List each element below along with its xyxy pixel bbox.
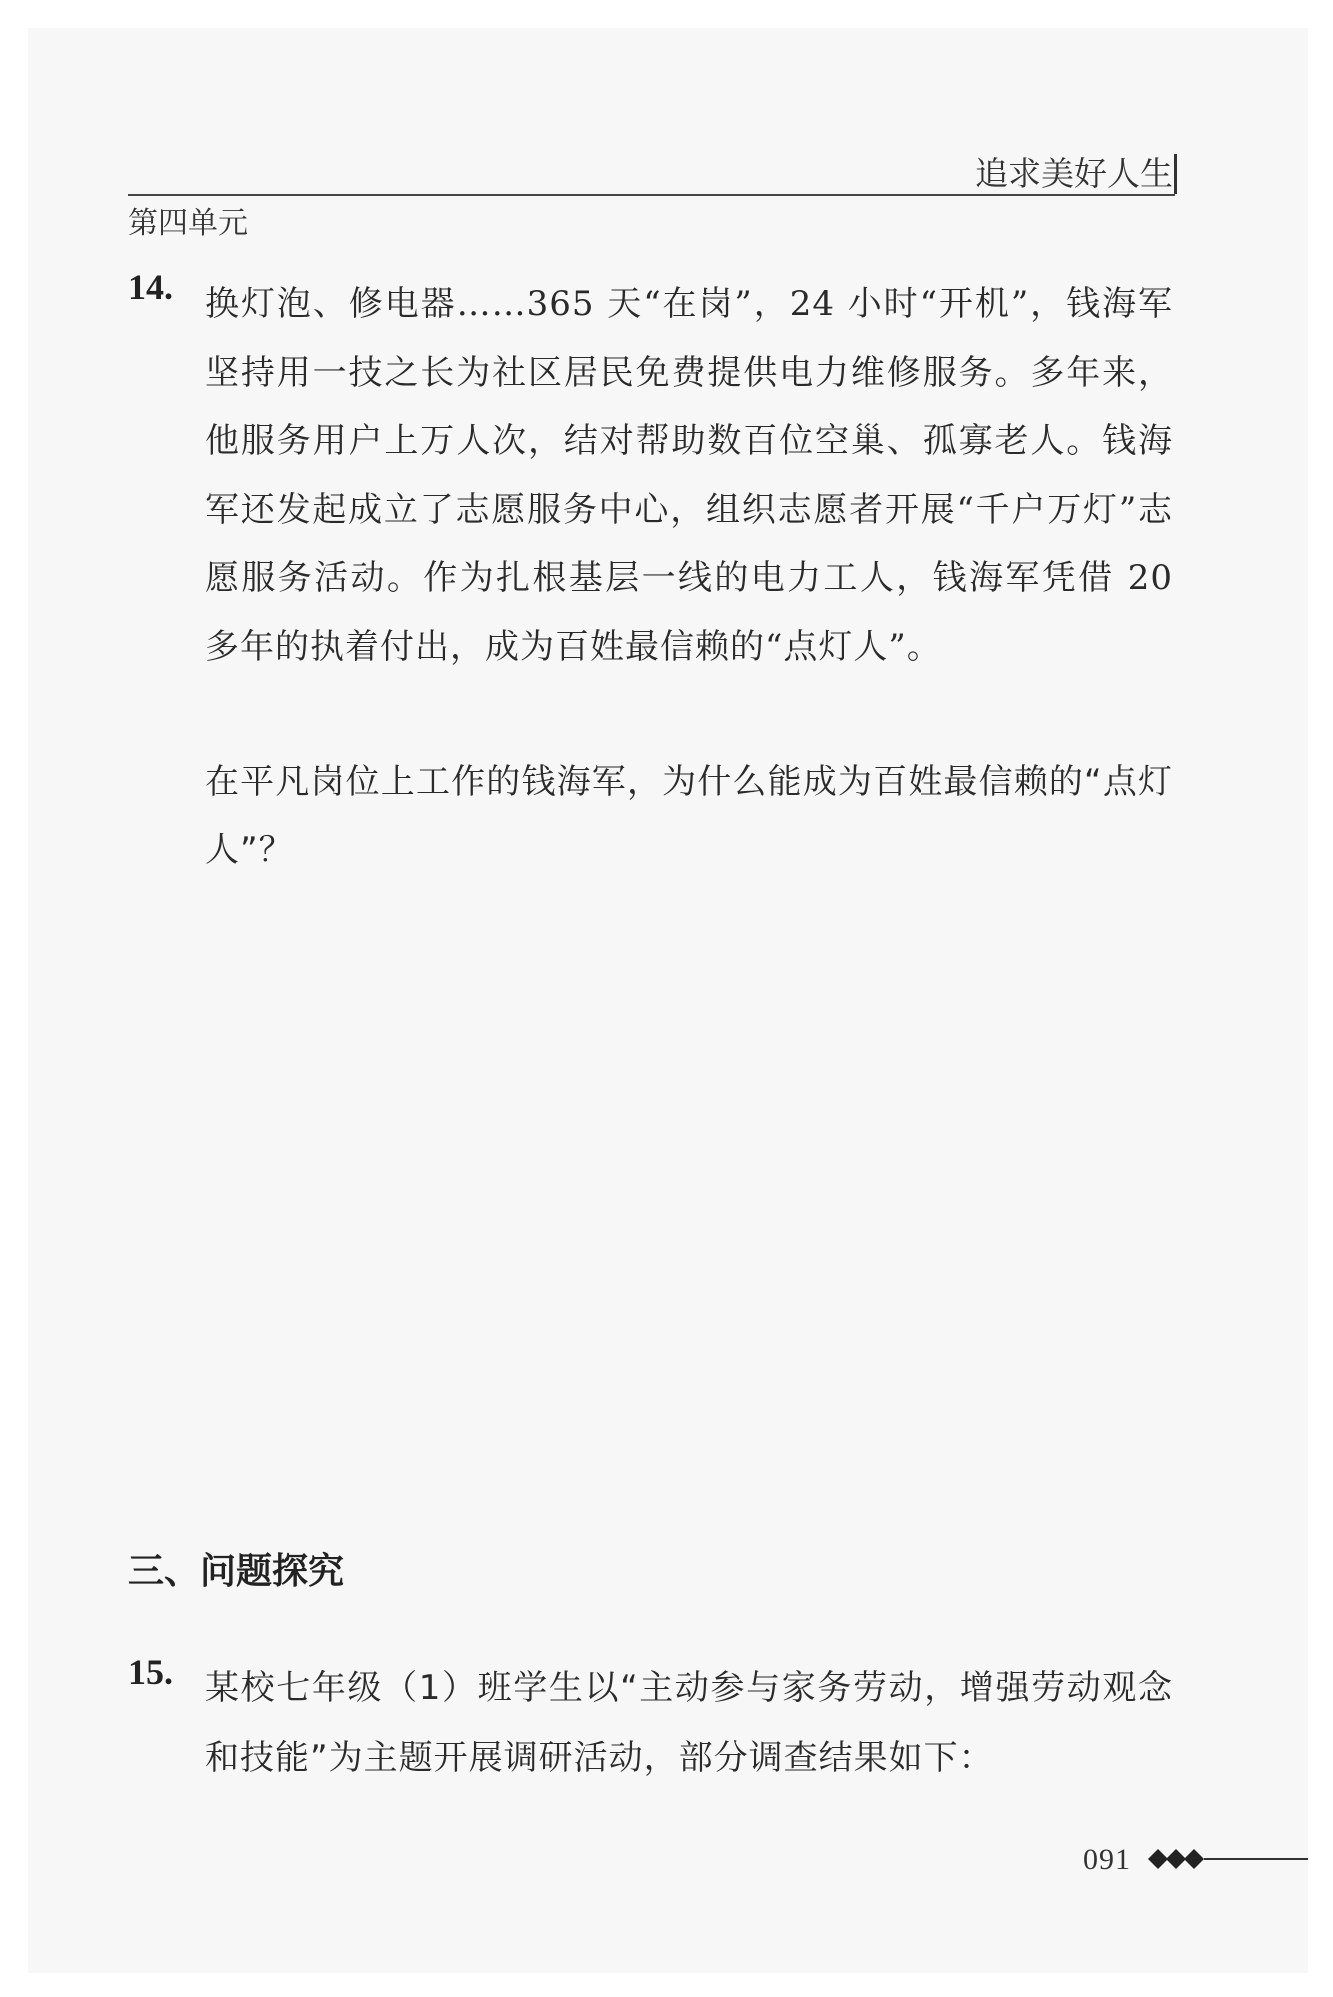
section-3-title: 三、问题探究	[128, 1551, 345, 1592]
header-vertical-bar	[1174, 154, 1177, 194]
question-14-number: 14.	[128, 267, 173, 307]
unit-title: 第四单元	[128, 206, 248, 241]
question-14-passage: 换灯泡、修电器……365 天“在岗”，24 小时“开机”，钱海军坚持用一技之长为社区居民免费提供电力维修服务。多年来，他服务用户上万人次，结对帮助数百位空巢、孤寡老人。钱海军还发起成立了志愿服务中心，组织志愿者开展“千户万灯”志愿服务活动。作为扎根基层一线的电力工人，钱海军凭借 20 多年的执着付出，成为百姓最信赖的“点灯人”。	[205, 284, 1173, 667]
three-diamonds-line-ornament-icon	[1148, 1846, 1308, 1872]
section-header: 追求美好人生	[975, 154, 1173, 193]
question-15-text: 某校七年级（1）班学生以“主动参与家务劳动，增强劳动观念和技能”为主题开展调研活动，部分调查结果如下：	[205, 1668, 1173, 1778]
header-rule	[128, 194, 1175, 196]
question-15-number: 15.	[128, 1652, 173, 1692]
page-number: 091	[1083, 1843, 1131, 1876]
textbook-page	[28, 28, 1308, 1973]
question-14-prompt: 在平凡岗位上工作的钱海军，为什么能成为百姓最信赖的“点灯人”？	[205, 762, 1173, 870]
